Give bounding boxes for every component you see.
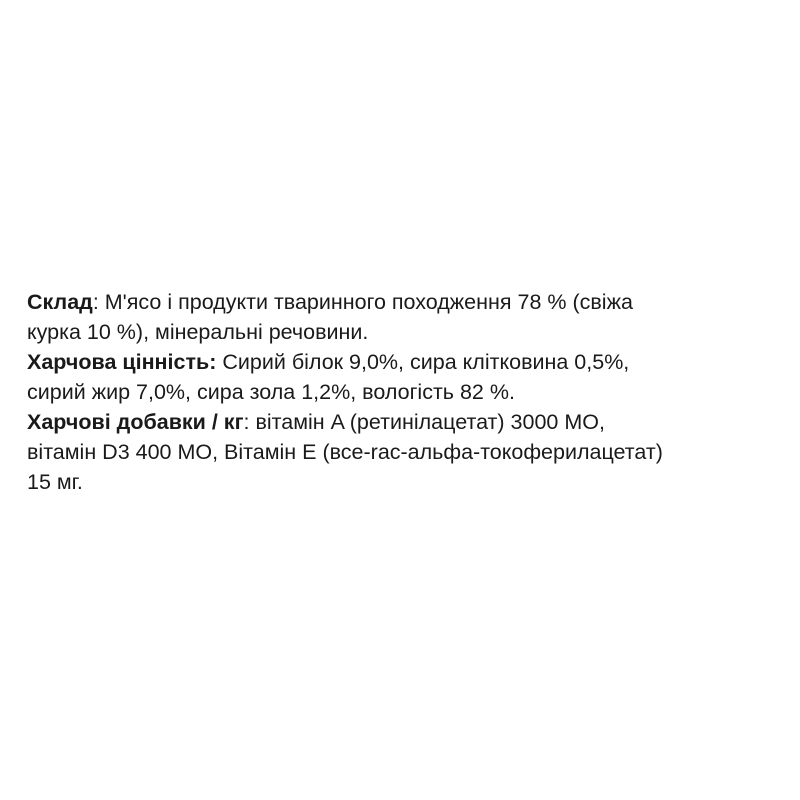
additives-text-1: : вітамін A (ретинілацетат) 3000 МО, bbox=[243, 410, 605, 434]
additives-line-2 bbox=[27, 437, 797, 467]
additives-label: Харчові добавки / кг bbox=[27, 410, 244, 434]
nutrition-line-2 bbox=[27, 377, 797, 407]
additives-line-1 bbox=[27, 407, 797, 437]
nutrition-text-2: сирий жир 7,0%, сира зола 1,2%, вологість 82 %. bbox=[27, 380, 515, 404]
nutrition-label: Харчова цінність: bbox=[27, 350, 217, 374]
ingredients-text-block bbox=[27, 287, 797, 497]
additives-text-3: 15 мг. bbox=[27, 470, 83, 494]
additives-line-3 bbox=[27, 467, 797, 497]
composition-text-2: курка 10 %), мінеральні речовини. bbox=[27, 320, 369, 344]
composition-line-1 bbox=[27, 287, 797, 317]
composition-label: Склад bbox=[27, 290, 93, 314]
nutrition-text-1: Сирий білок 9,0%, сира клітковина 0,5%, bbox=[216, 350, 630, 374]
composition-line-2 bbox=[27, 317, 797, 347]
composition-text-1: : М'ясо і продукти тваринного походження 78 % (свіжа bbox=[92, 290, 633, 314]
additives-text-2: вітамін D3 400 МО, Вітамін Е (все-rac-альфа-токоферилацетат) bbox=[27, 440, 663, 464]
nutrition-line-1 bbox=[27, 347, 797, 377]
